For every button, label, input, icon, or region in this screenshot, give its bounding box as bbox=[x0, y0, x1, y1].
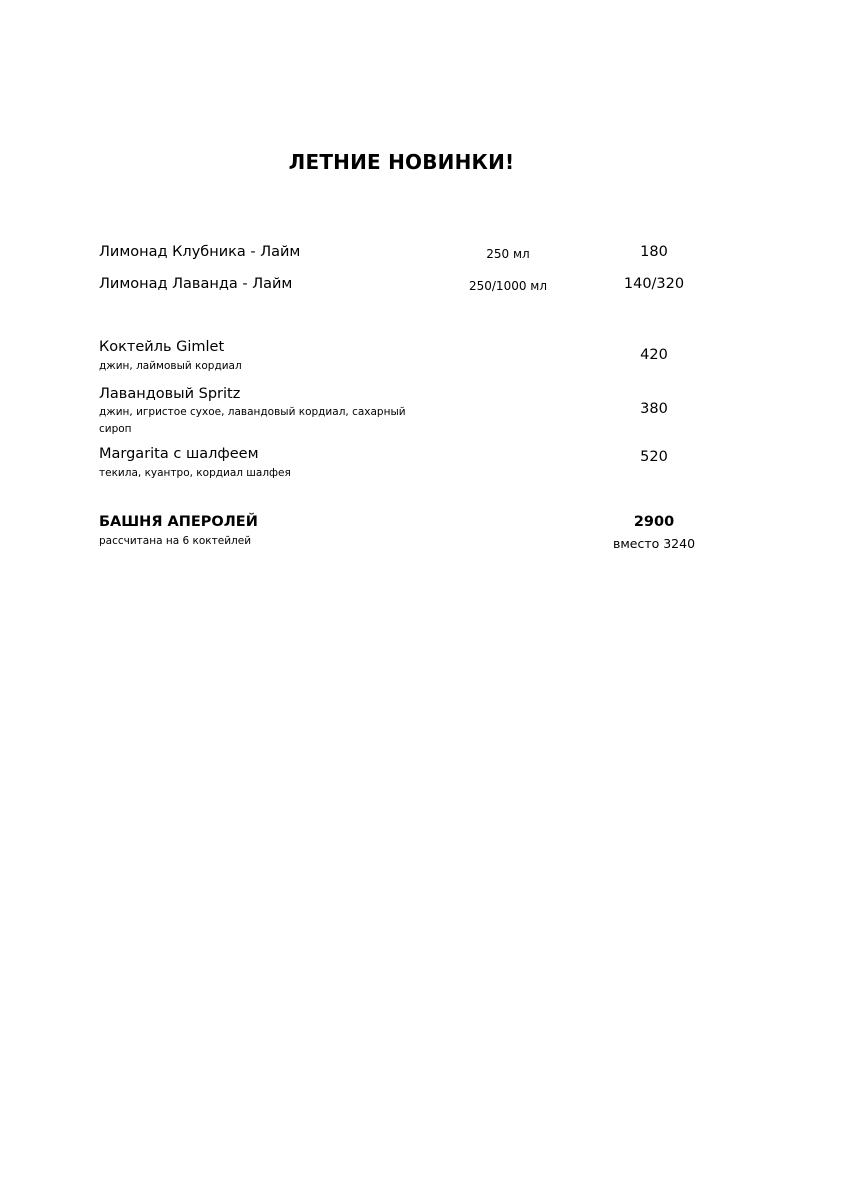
item-name: Лимонад Клубника - Лайм bbox=[99, 244, 301, 260]
page-title: ЛЕТНИЕ НОВИНКИ! bbox=[288, 150, 515, 174]
item-volume: 250/1000 мл bbox=[468, 279, 548, 293]
item-name: БАШНЯ АПЕРОЛЕЙ bbox=[99, 514, 258, 530]
item-price: 2900 bbox=[633, 514, 675, 530]
item-price: 520 bbox=[640, 449, 668, 465]
item-description: текила, куантро, кордиал шалфея bbox=[99, 467, 291, 479]
item-price: 140/320 bbox=[623, 276, 685, 292]
old-price-note: вместо 3240 bbox=[612, 536, 696, 551]
item-name: Лимонад Лаванда - Лайм bbox=[99, 276, 293, 292]
item-description: джин, игристое сухое, лавандовый кордиал, сахарный сироп bbox=[99, 406, 406, 435]
item-description: рассчитана на 6 коктейлей bbox=[99, 535, 252, 547]
item-price: 420 bbox=[640, 347, 668, 363]
item-name: Margarita с шалфеем bbox=[99, 446, 259, 462]
item-price: 380 bbox=[640, 401, 668, 417]
item-name: Лавандовый Spritz bbox=[99, 386, 241, 402]
item-name: Коктейль Gimlet bbox=[99, 339, 225, 355]
item-price: 180 bbox=[640, 244, 668, 260]
item-description: джин, лаймовый кордиал bbox=[99, 360, 242, 372]
item-volume: 250 мл bbox=[486, 247, 530, 261]
